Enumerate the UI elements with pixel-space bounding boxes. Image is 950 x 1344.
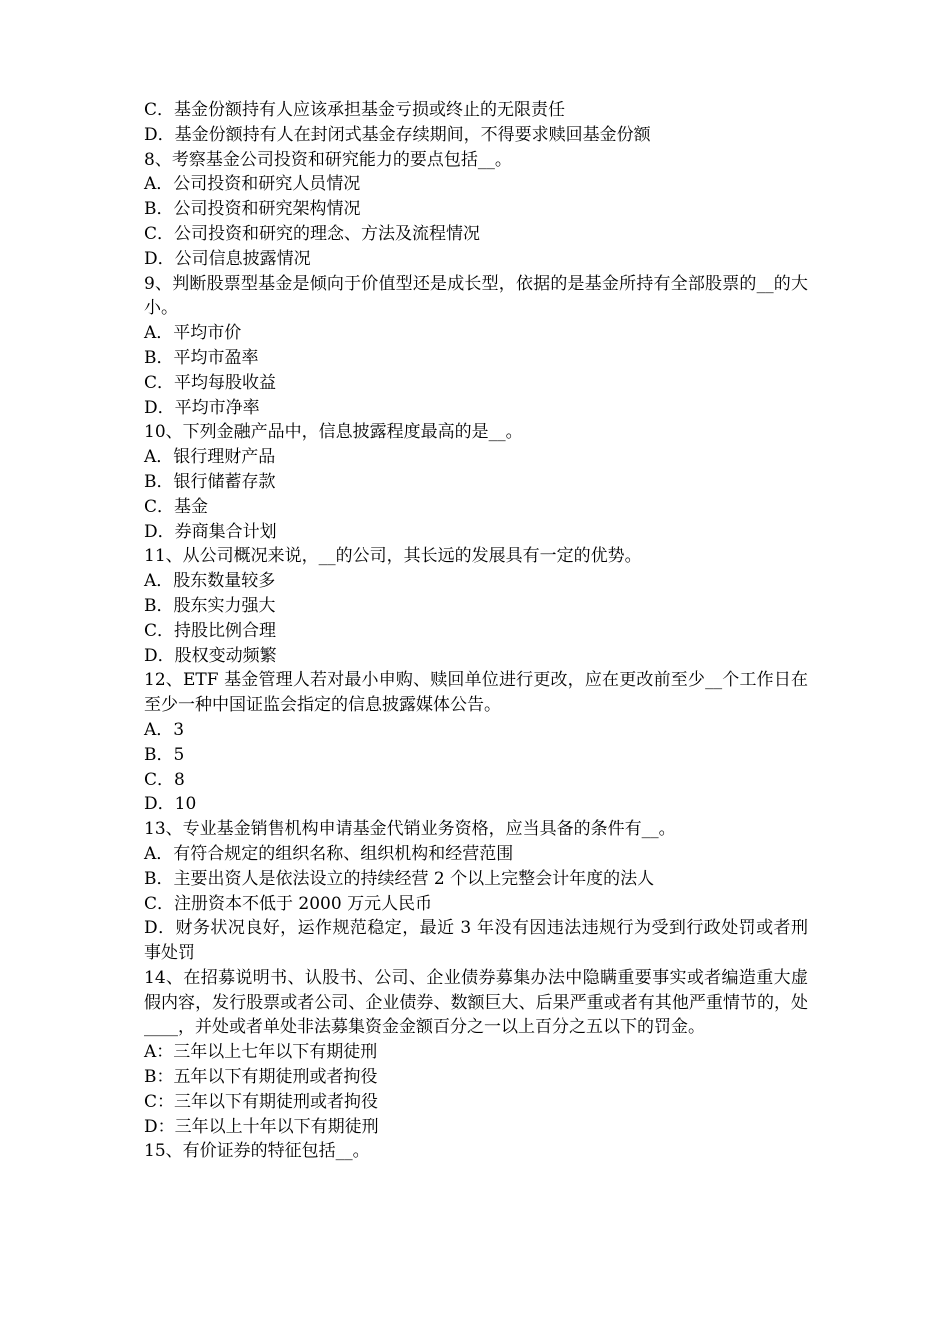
option-line: D．公司信息披露情况 [144, 248, 311, 269]
option-line: A．有符合规定的组织名称、组织机构和经营范围 [144, 843, 514, 864]
option-line: D．基金份额持有人在封闭式基金存续期间，不得要求赎回基金份额 [144, 124, 651, 145]
option-line: C．注册资本不低于 2000 万元人民币 [144, 893, 433, 914]
option-line: C．持股比例合理 [144, 620, 277, 641]
option-line: C．基金份额持有人应该承担基金亏损或终止的无限责任 [144, 100, 566, 120]
question-line: 11、从公司概况来说，__的公司，其长远的发展具有一定的优势。 [144, 546, 642, 567]
option-line: B．银行储蓄存款 [144, 471, 276, 492]
question-text-body [144, 98, 808, 1164]
question-line: 13、专业基金销售机构申请基金代销业务资格，应当具备的条件有__。 [144, 819, 676, 840]
question-line: 15、有价证券的特征包括__。 [144, 1141, 370, 1162]
option-line: B．公司投资和研究架构情况 [144, 199, 361, 220]
option-line: C．8 [144, 769, 185, 790]
question-line: 8、考察基金公司投资和研究能力的要点包括__。 [144, 149, 512, 170]
option-line: B．主要出资人是依法设立的持续经营 2 个以上完整会计年度的法人 [144, 868, 655, 889]
option-line: A．3 [144, 719, 185, 740]
option-line: C．平均每股收益 [144, 372, 277, 393]
option-line: D．股权变动频繁 [144, 645, 277, 666]
question-line: 12、ETF 基金管理人若对最小申购、赎回单位进行更改，应在更改前至少__个工作日在至少一种中国证监会指定的信息披露媒体公告。 [144, 670, 808, 716]
option-line: D．财务状况良好，运作规范稳定，最近 3 年没有因违法违规行为受到行政处罚或者刑事处罚 [144, 918, 808, 964]
option-line: B．股东实力强大 [144, 595, 276, 616]
option-line: A．平均市价 [144, 323, 242, 344]
option-line: B：五年以下有期徒刑或者拘役 [144, 1067, 378, 1088]
option-line: D．10 [144, 794, 197, 815]
question-line: 14、在招募说明书、认股书、公司、企业债券募集办法中隐瞒重要事实或者编造重大虚假内容，发行股票或者公司、企业债券、数额巨大、后果严重或者有其他严重情节的，处____，并处或者单处非法募集资金金额百分之一以上百分之五以下的罚金。 [144, 967, 808, 1038]
option-line: D．平均市净率 [144, 397, 260, 418]
option-line: A．公司投资和研究人员情况 [144, 174, 361, 195]
option-line: B．5 [144, 744, 185, 765]
option-line: D．券商集合计划 [144, 521, 277, 542]
question-line: 10、下列金融产品中，信息披露程度最高的是__。 [144, 422, 523, 443]
option-line: A：三年以上七年以下有期徒刑 [144, 1042, 378, 1063]
option-line: A．股东数量较多 [144, 571, 276, 592]
option-line: C．公司投资和研究的理念、方法及流程情况 [144, 223, 481, 244]
option-line: C．基金 [144, 496, 209, 517]
option-line: B．平均市盈率 [144, 347, 259, 368]
question-line: 9、判断股票型基金是倾向于价值型还是成长型，依据的是基金所持有全部股票的__的大小。 [144, 273, 808, 319]
option-line: C：三年以下有期徒刑或者拘役 [144, 1091, 379, 1112]
option-line: D：三年以上十年以下有期徒刑 [144, 1116, 379, 1137]
option-line: A．银行理财产品 [144, 447, 276, 468]
